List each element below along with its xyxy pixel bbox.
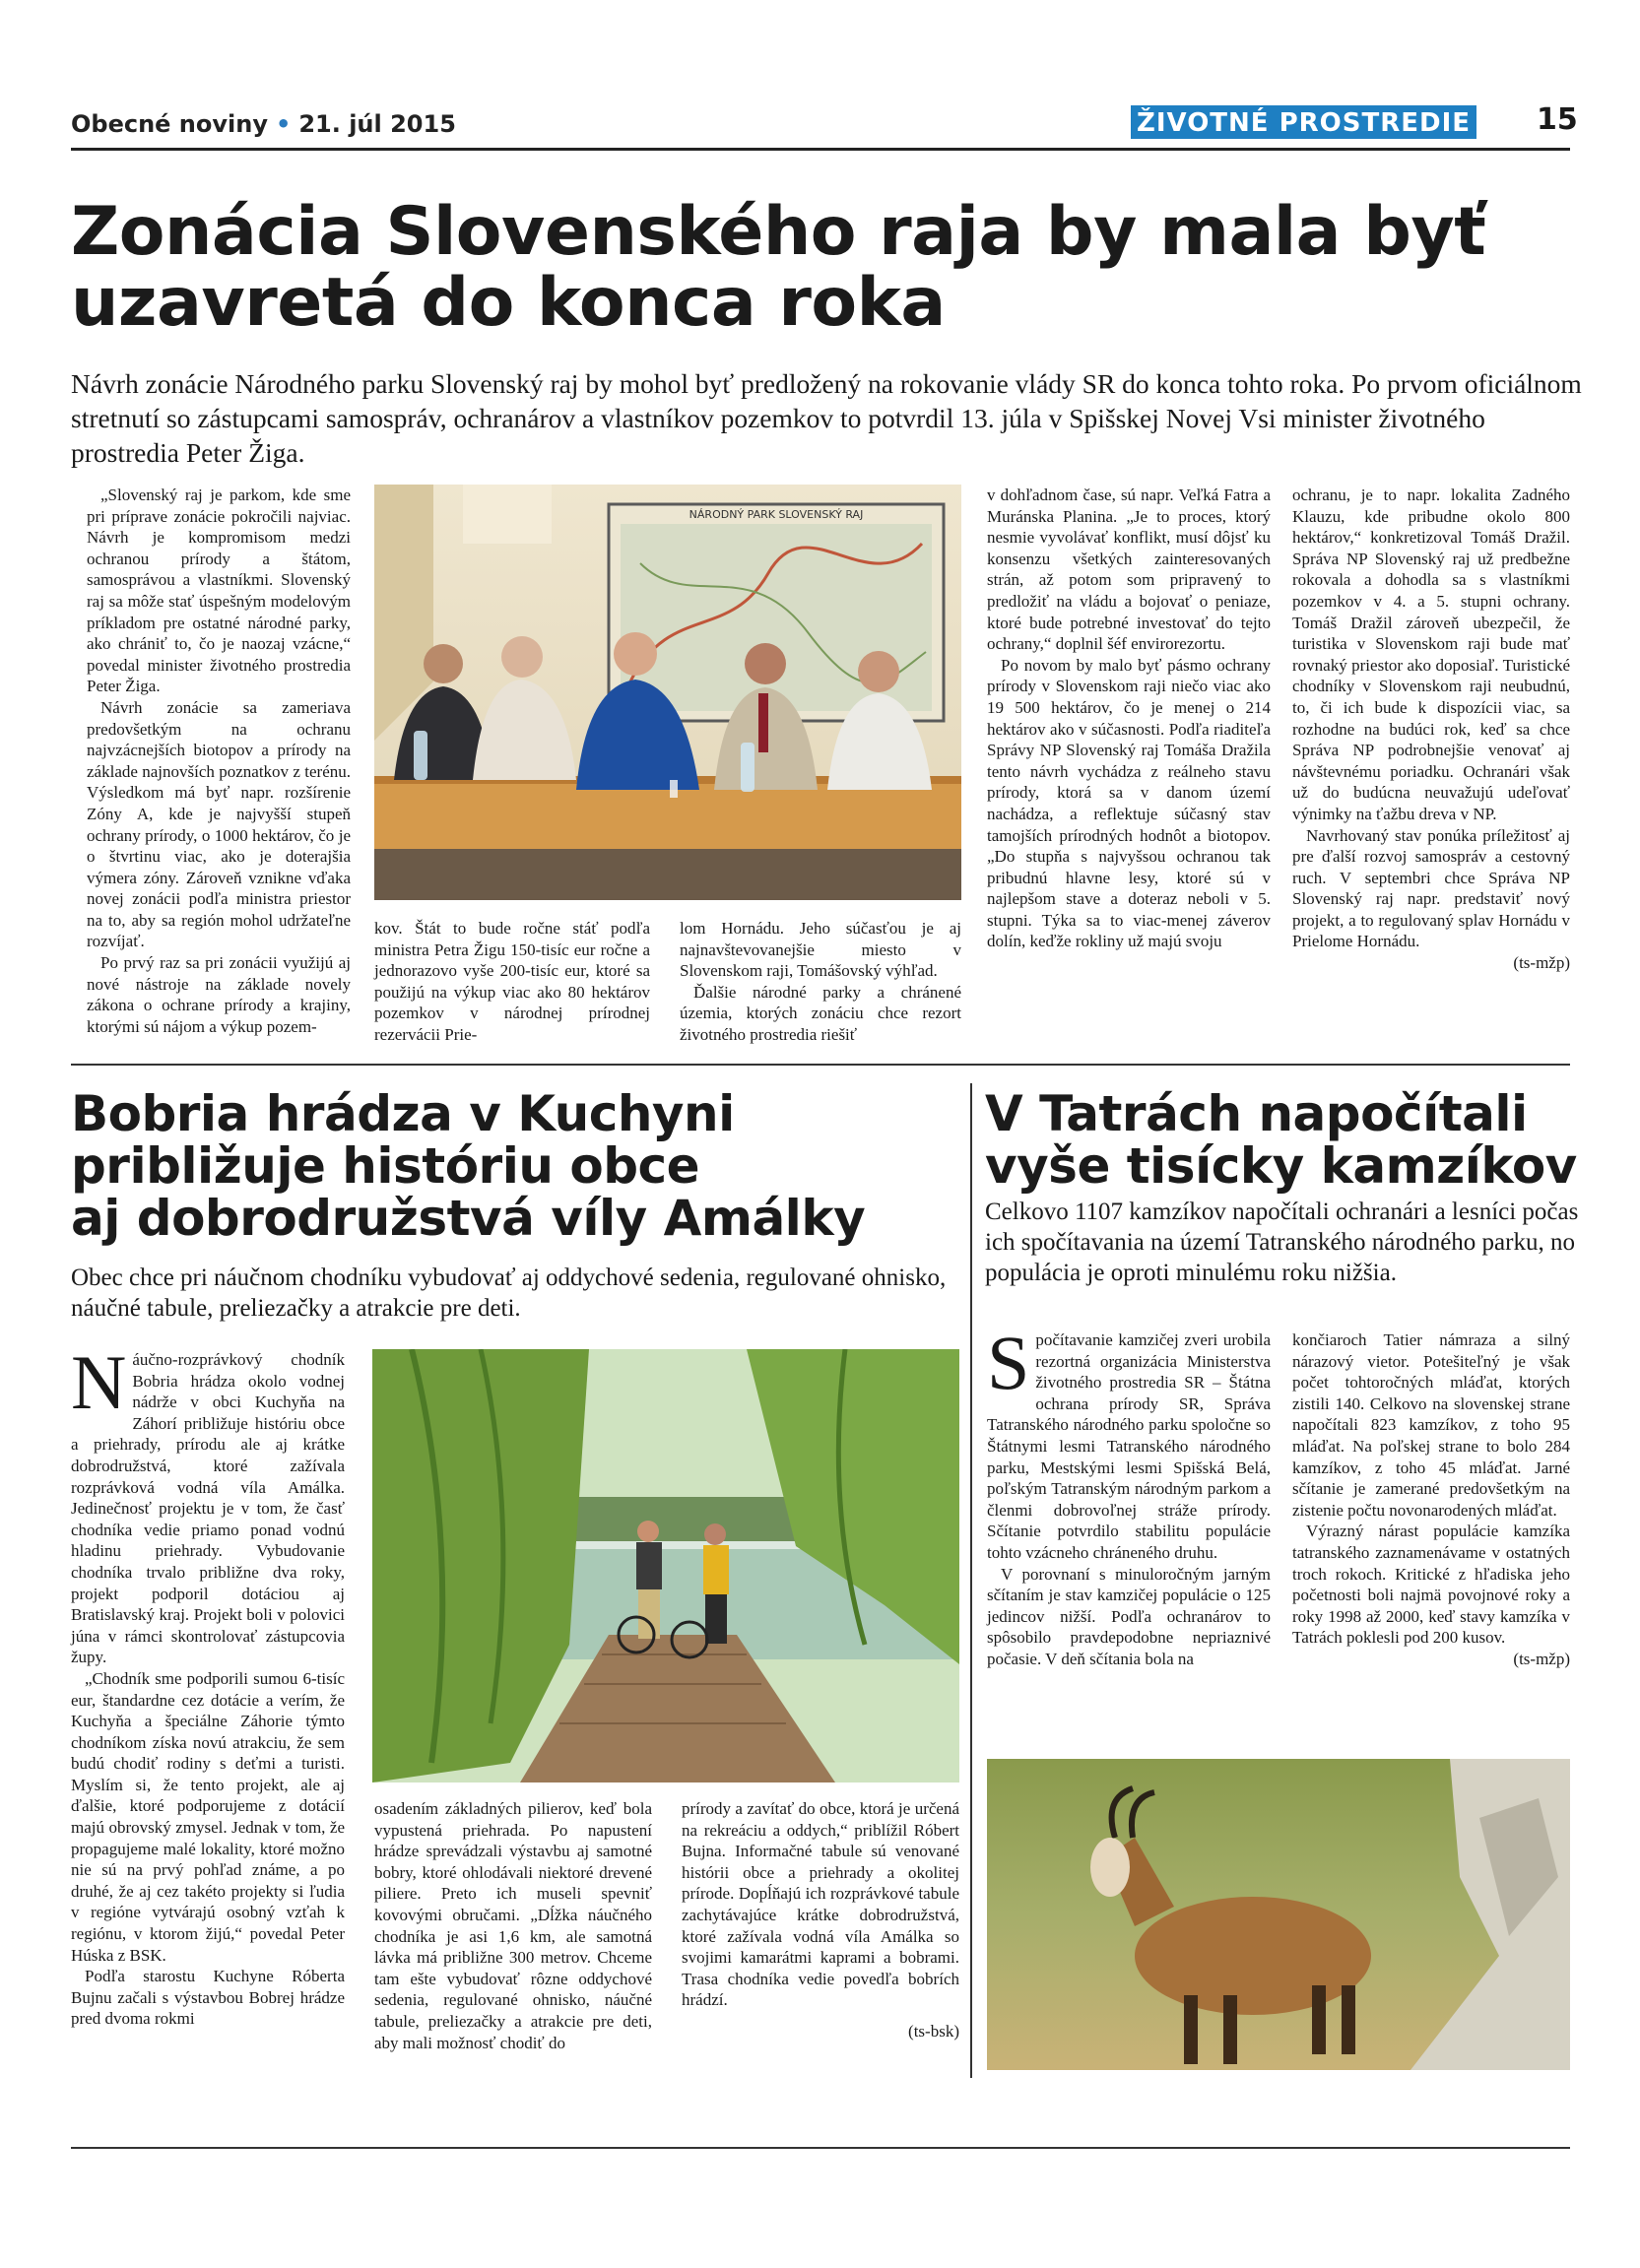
article3-lead: Celkovo 1107 kamzíkov napočítali ochranári a lesníci počas ich spočítavania na území Tatranského národného parku, no populácia je oproti minulému roku nižšia. [985,1199,1579,1286]
section-label: ŽIVOTNÉ PROSTREDIE [1131,105,1476,139]
lakeside-path-photo [372,1349,959,1782]
paragraph: Po novom by malo byť pásmo ochrany prírody v Slovenskom raji niečo viac ako 19 500 hektárov, čo je menej o 214 hektárov ako v súčasnosti. Podľa riaditeľa Správy NP Slovenský raj Tomáša Dražila tento návrh vychádza z reálneho stavu prírody, ktorá sa v danom území nachádza, a reflektuje súčasný stav tamojších prírodných hodnôt a biotopov. „Do stupňa s najvyšsou ochranou tak pribudnú hlavne lesy, ktoré sú v najlepšom stave a doteraz neboli v 5. stupni. Týka sa to viac-menej záverov dolín, keďže rokliny už majú svoju [987,655,1271,951]
article1-column-1 [87,485,351,1037]
article3-column-1 [987,1320,1271,1670]
paragraph: „Slovenský raj je parkom, kde sme pri príprave zonácie pokročili najviac. Návrh je kompromisom medzi ochranou prírody a štátom, samosprávou a vlastníkmi. Slovenský raj sa môže stať úspešným modelovým príkladom pre ostatné národné parky, ako chrániť to, čo je naozaj vzácne,“ povedal minister životného prostredia Peter Žiga. [87,486,351,696]
paragraph: V porovnaní s minuloročným jarným sčítaním je stav kamzičej populácie o 125 jedincov nižší. Podľa ochranárov to spôsobilo pravdepodobne nepriaznivé počasie. V deň sčítania bola na [987,1564,1271,1668]
paragraph: v dohľadnom čase, sú napr. Veľká Fatra a Muránska Planina. „Je to proces, ktorý nesmie vyvolávať konflikt, musí dôjsť ku konsenzu všetkých zainteresovaných strán, až potom som pripravený to predložiť na vládu a bojovať o peniaze, ktoré bude potrebné investovať do tejto ochrany,“ doplnil šéf envirorezortu. [987,486,1271,654]
article2-column-3 [682,1798,959,2042]
headline-line: približuje históriu obce [71,1137,700,1195]
headline-line: V Tatrách napočítali [985,1085,1528,1142]
article2-headline [71,1085,957,1247]
paragraph: prírody a zavítať do obce, ktorá je určená na rekreáciu a oddych,“ priblížil Róbert Bujna. Informačné tabule sú venované histórii obce a priehrady a okolitej prírode. Dopĺňajú ich rozprávkové tabule zachytávajúce krátke dobrodružstvá, ktoré zažívala vodná víla Amálka so svojimi kamarátmi kaprami a bobrami. Trasa chodníka vedie povedľa bobrích hrádzí. [682,1799,959,2010]
page-number: 15 [1537,102,1578,137]
paragraph: Po prvý raz sa pri zonácii využijú aj nové nástroje na základe novely zákona o ochrane prírody a krajiny, ktorými sú nájom a výkup pozem- [87,953,351,1036]
dropcap: N [71,1339,127,1425]
paragraph: Podľa starostu Kuchyne Róberta Bujnu začali s výstavbou Bobrej hrádze pred dvoma rokmi [71,1967,345,2029]
article1-column-5 [1292,485,1570,974]
paragraph: osadením základných pilierov, keď bola vypustená priehrada. Po napustení hrádze sprevádzali výstavbu aj samotné bobry, ktoré ohlodávali niektoré drevené piliere. Preto ich museli spevniť kovovými obručami. „Dĺžka náučného chodníka je asi 1,6 km, ale samotná lávka má približne 300 metrov. Chceme tam ešte vybudovať rôzne oddychové sedenia, regulované ohnisko, náučné tabule, preliezačky a atrakcie pre deti, aby mali možnosť chodiť do [374,1799,652,2052]
masthead [71,110,456,138]
article3-column-2 [1292,1329,1570,1670]
headline-line: Bobria hrádza v Kuchyni [71,1085,735,1142]
issue-date: 21. júl 2015 [298,110,456,138]
headline-line: uzavretá do konca roka [71,264,946,342]
article2-lead: Obec chce pri náučnom chodníku vybudovať aj oddychové sedenia, regulované ohnisko, náučné tabule, preliezačky a atrakcie pre deti. [71,1264,947,1322]
paragraph: Návrh zonácie sa zameriava predovšetkým na ochranu najvzácnejších biotopov a prírody na základe najnovších poznatkov z terénu. Výsledkom má byť napr. rozšírenie Zóny A, kde je najvyšší stupeň ochrany prírody, o 1000 hektárov, čo je o štvrtinu viac, ako je doterajšia výmera zóny. Zároveň vznikne vďaka novej zonácii podľa ministra priestor na to, aby sa región mohol udržateľne rozvíjať. [87,697,351,951]
dropcap: S [987,1320,1030,1405]
paragraph: áučno-rozprávkový chodník Bobria hrádza okolo vodnej nádrže v obci Kuchyňa na Záhorí približuje históriu obce a priehrady, prírodu ale aj krátke dobrodružstvá, ktoré zažívala rozprávková vodná víla Amálka. Jedinečnosť projektu je v tom, že časť chodníka vedie priamo ponad vodnú hladinu priehrady. Vybudovanie chodníka trvalo približne dva roky, projekt podporil dotáciou aj Bratislavský kraj. Projekt boli v polovici júna v rámci skontrolovať zástupcovia župy. [71,1350,345,1667]
paragraph: končiaroch Tatier námraza a silný nárazový vietor. Potešiteľný je však počet tohtoročných mláďat, ktorých zistili 140. Celkovo na slovenskej strane napočítali 823 kamzíkov, z toho 95 mláďat. Na poľskej strane to bolo 284 kamzíkov, z toho 45 mláďat. Jarné sčítanie je zamerané predovšetkým na zistenie počtu novonarodených mláďat. [1292,1330,1570,1520]
article1-column-2 [374,918,650,1046]
paragraph: Výrazný nárast populácie kamzíka tatranského zaznamenávame v ostatných troch rokoch. Kritické z hľadiska jeho početnosti boli najmä povojnové roky a roky 1998 až 2000, keď stavy kamzíka v Tatrách poklesli pod 200 kusov. [1292,1522,1570,1648]
article3-headline [985,1085,1596,1195]
article2-column-2 [374,1798,652,2053]
footer-rule [71,2147,1570,2149]
article2-column-1 [71,1339,345,2030]
article2-signature: (ts-bsk) [908,2021,959,2041]
separator-dot: • [275,110,292,138]
map-caption: NÁRODNÝ PARK SLOVENSKÝ RAJ [689,508,864,521]
paragraph: lom Hornádu. Jeho súčasťou je aj najnavštevovanejšie miesto v Slovenskom raji, Tomášovský výhľad. [680,919,961,981]
headline-line: Zonácia Slovenského raja by mala byť [71,193,1486,271]
paragraph: kov. Štát to bude ročne stáť podľa ministra Petra Žigu 150-tisíc eur ročne a jednorazovo vyše 200-tisíc eur, ktoré sa použijú na výkup viac ako 80 hektárov pozemkov v národnej prírodnej rezervácii Prie- [374,919,650,1044]
article1-lead: Návrh zonácie Národného parku Slovenský raj by mohol byť predložený na rokovanie vlády SR do konca tohto roka. Po prvom oficiálnom stretnutí so zástupcami samospráv, ochranárov a vlastníkov pozemkov to potvrdil 13. júla v Spišskej Novej Vsi minister životného prostredia Peter Žiga. [71,368,1582,468]
headline-line: vyše tisícky kamzíkov [985,1137,1577,1195]
article1-column-4 [987,485,1271,952]
chamois-photo [987,1759,1570,2070]
paragraph: „Chodník sme podporili sumou 6-tisíc eur, štandardne cez dotácie a verím, že Kuchyňa a špeciálne Záhorie týmto chodníkom získa novú atrakciu, že sem budú chodiť rodiny s deťmi a turisti. Myslím si, že tento projekt, ale aj ďalšie, ktoré podporujeme z dotácií majú obrovský zmysel. Jednak v tom, že propagujeme malé lokality, ktoré možno nie sú na prvý pohľad známe, a po druhé, že aj cez takéto projekty si ľudia v regióne vytvárajú osobný vzťah k regiónu, v ktorom žijú,“ povedal Peter Húska z BSK. [71,1668,345,1965]
section-divider [71,1064,1570,1066]
paragraph: Ďalšie národné parky a chránené územia, ktorých zonáciu chce rezort životného prostredia riešiť [680,982,961,1044]
article1-column-3 [680,918,961,1046]
publication-name: Obecné noviny [71,110,268,138]
paragraph: Navrhovaný stav ponúka príležitosť aj pre ďalší rozvoj samospráv a cestovný ruch. V septembri chce Správa NP Slovenský raj napr. predstaviť nový projekt, a to regulovaný splav Hornádu v Prielome Hornádu. [1292,825,1570,951]
article1-headline [71,193,1548,342]
paragraph: počítavanie kamzičej zveri urobila rezortná organizácia Ministerstva životného prostredia SR – Štátna ochrana prírody SR, Správa Tatranského národného parku spoločne so Štátnymi lesmi Tatranského národného parku, Mestskými lesmi Spišská Belá, poľským Tatranským národným parkom a členmi dobrovoľnej stráže prírody. Sčítanie potvrdilo stabilitu populácie tohto vzácneho chráneného druhu. [987,1330,1271,1562]
header-rule [71,148,1570,151]
article3-signature: (ts-mžp) [1513,1649,1570,1668]
article1-signature: (ts-mžp) [1513,953,1570,973]
headline-line: aj dobrodružstvá víly Amálky [71,1190,866,1247]
paragraph: ochranu, je to napr. lokalita Zadného Klauzu, kde pribudne okolo 800 hektárov,“ konkretizoval Tomáš Dražil. Správa NP Slovenský raj už predbežne rokovala a dohodla sa s vlastníkmi pozemkov v 4. a 5. stupni ochrany. Tomáš Dražil zároveň ubezpečil, že turistika v Slovenskom raji bude mať rovnaký priestor ako doposiaľ. Turistické chodníky v Slovenskom raji neubudnú, to, či ich bude k dispozícii viac, sa rozhodne na budúci rok, keď sa chce Správa NP podrobnejšie venovať aj návštevnému poriadku. Ochranári však už do budúcna neuvažujú udeľovať výnimky na ťažbu dreva v NP. [1292,486,1570,823]
press-conference-photo [374,485,961,900]
column-divider [970,1083,972,2078]
